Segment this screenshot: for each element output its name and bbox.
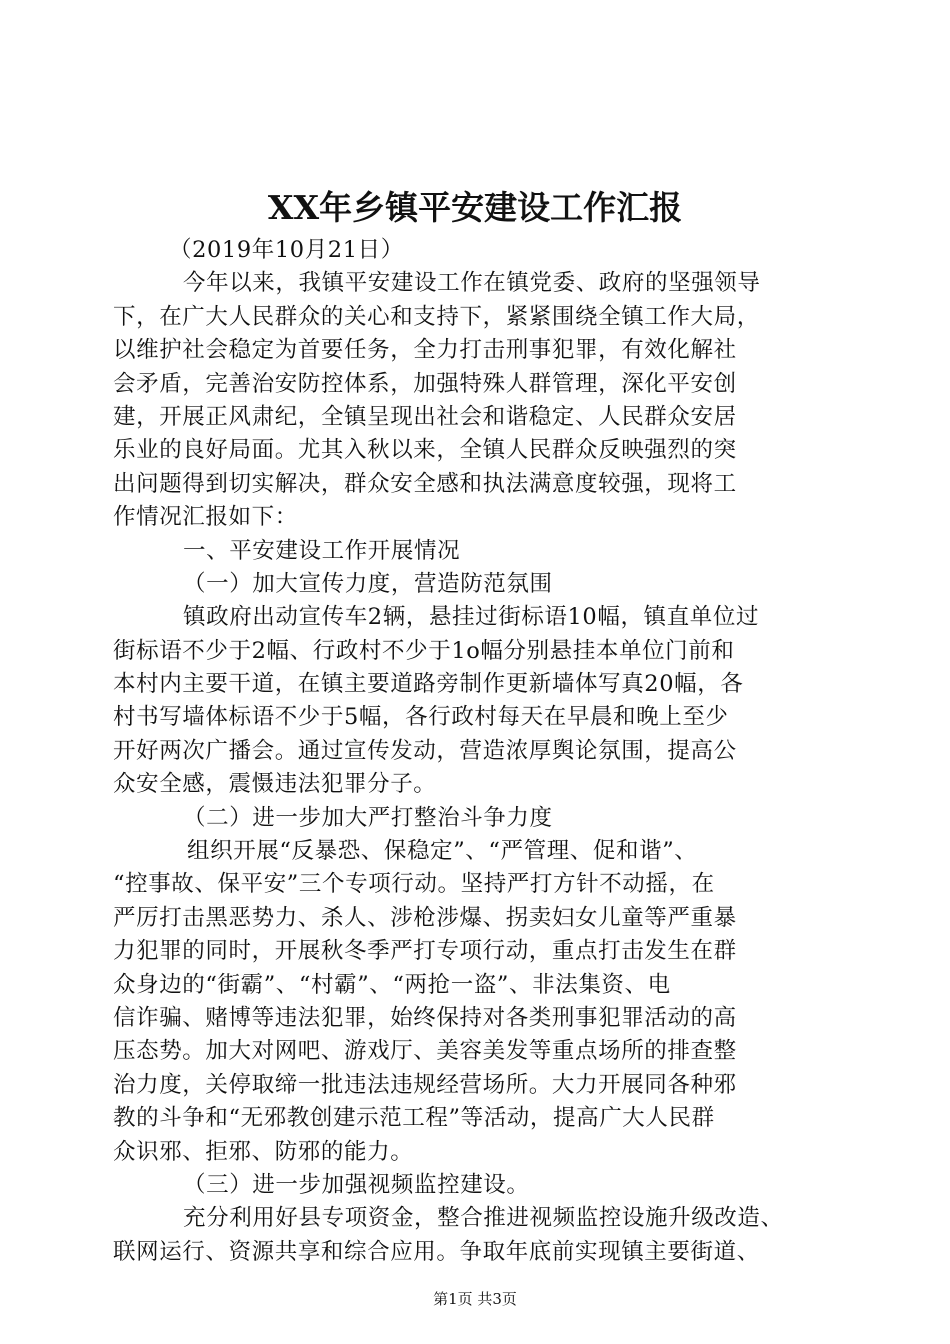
paragraph-line: “控事故、保平安”三个专项行动。坚持严打方针不动摇，在 bbox=[113, 871, 715, 898]
paragraph-line: 以维护社会稳定为首要任务，全力打击刑事犯罪，有效化解社 bbox=[113, 337, 737, 364]
paragraph-line: 严厉打击黑恶势力、杀人、涉枪涉爆、拐卖妇女儿童等严重暴 bbox=[113, 904, 737, 931]
paragraph-line: 本村内主要干道，在镇主要道路旁制作更新墙体写真20幅，各 bbox=[113, 671, 744, 698]
paragraph-line: 众安全感，震慑违法犯罪分子。 bbox=[113, 771, 437, 798]
paragraph-line: 今年以来，我镇平安建设工作在镇党委、政府的坚强领导 bbox=[183, 270, 761, 297]
paragraph-line: 力犯罪的同时，开展秋冬季严打专项行动，重点打击发生在群 bbox=[113, 938, 737, 965]
paragraph-line: 教的斗争和“无邪教创建示范工程”等活动，提高广大人民群 bbox=[113, 1105, 715, 1132]
paragraph-line: 建，开展正风肃纪，全镇呈现出社会和谐稳定、人民群众安居 bbox=[113, 403, 737, 430]
document-title: XX年乡镇平安建设工作汇报 bbox=[267, 188, 683, 227]
paragraph-line: 众识邪、拒邪、防邪的能力。 bbox=[113, 1138, 414, 1165]
paragraph-line: 作情况汇报如下： bbox=[113, 504, 298, 531]
paragraph-line: 会矛盾，完善治安防控体系，加强特殊人群管理，深化平安创 bbox=[113, 370, 737, 397]
paragraph-line: 镇政府出动宣传车2辆，悬挂过街标语10幅，镇直单位过 bbox=[183, 604, 760, 631]
paragraph-line: 下，在广大人民群众的关心和支持下，紧紧围绕全镇工作大局， bbox=[113, 303, 760, 330]
paragraph-line: 众身边的“街霸”、“村霸”、“两抢一盗”、非法集资、电 bbox=[113, 971, 671, 998]
paragraph-line: 充分利用好县专项资金，整合推进视频监控设施升级改造、 bbox=[183, 1205, 784, 1232]
paragraph-line: 压态势。加大对网吧、游戏厅、美容美发等重点场所的排查整 bbox=[113, 1038, 737, 1065]
document-body bbox=[113, 234, 843, 1269]
subsection-heading: （一）加大宣传力度，营造防范氛围 bbox=[183, 570, 553, 597]
page-footer: 第1页 共3页 bbox=[433, 1290, 517, 1308]
paragraph-line: 联网运行、资源共享和综合应用。争取年底前实现镇主要街道、 bbox=[113, 1238, 760, 1265]
paragraph-line: 组织开展“反暴恐、保稳定”、“严管理、促和谐”、 bbox=[187, 838, 698, 865]
date-line: （2019年10月21日） bbox=[169, 237, 404, 263]
paragraph-line: 村书写墙体标语不少于5幅，各行政村每天在早晨和晚上至少 bbox=[113, 704, 729, 731]
paragraph-line: 信诈骗、赌博等违法犯罪，始终保持对各类刑事犯罪活动的高 bbox=[113, 1004, 737, 1031]
section-heading: 一、平安建设工作开展情况 bbox=[183, 537, 461, 564]
subsection-heading: （二）进一步加大严打整治斗争力度 bbox=[183, 804, 553, 831]
paragraph-line: 街标语不少于2幅、行政村不少于1o幅分别悬挂本单位门前和 bbox=[113, 637, 735, 664]
paragraph-line: 乐业的良好局面。尤其入秋以来，全镇人民群众反映强烈的突 bbox=[113, 437, 737, 464]
paragraph-line: 出问题得到切实解决，群众安全感和执法满意度较强，现将工 bbox=[113, 470, 737, 497]
paragraph-line: 开好两次广播会。通过宣传发动，营造浓厚舆论氛围，提高公 bbox=[113, 737, 737, 764]
paragraph-line: 治力度，关停取缔一批违法违规经营场所。大力开展同各种邪 bbox=[113, 1071, 737, 1098]
subsection-heading: （三）进一步加强视频监控建设。 bbox=[183, 1171, 530, 1198]
